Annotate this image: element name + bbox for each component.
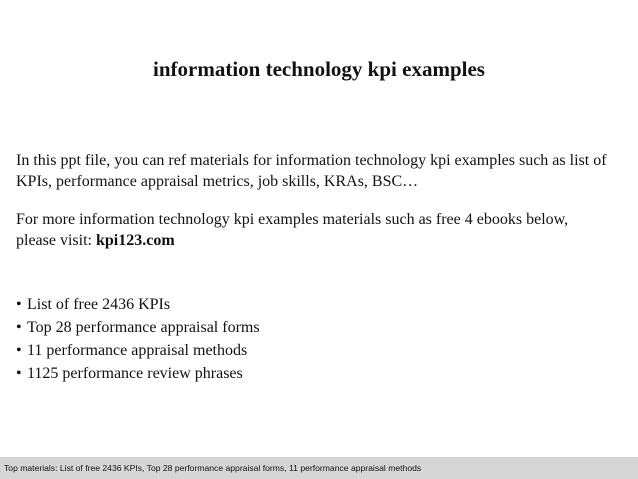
bullet-icon: • — [16, 319, 22, 336]
visit-line — [16, 230, 621, 251]
bullet-text: Top 28 performance appraisal forms — [27, 319, 260, 336]
bullet-icon: • — [16, 296, 22, 313]
bullet-item — [16, 339, 621, 362]
slide-title — [0, 56, 638, 82]
bullet-list — [16, 293, 621, 385]
more-info-text: For more information technology kpi examples materials such as free 4 ebooks below, — [16, 211, 569, 228]
visit-label: please visit: — [16, 232, 96, 249]
intro-paragraph: In this ppt file, you can ref materials for information technology kpi examples such as list of KPIs, performance appraisal metrics, job skills, KRAs, BSC… — [16, 152, 607, 190]
more-info-paragraph — [16, 209, 621, 251]
footer-bar — [0, 457, 638, 479]
bullet-item — [16, 293, 621, 316]
slide-title-text: information technology kpi examples — [153, 57, 485, 81]
bullet-icon: • — [16, 342, 22, 359]
bullet-icon: • — [16, 365, 22, 382]
bullet-text: List of free 2436 KPIs — [27, 296, 171, 313]
bullet-item — [16, 362, 621, 385]
bullet-text: 1125 performance review phrases — [27, 365, 243, 382]
bullet-text: 11 performance appraisal methods — [27, 342, 248, 359]
bullet-item — [16, 316, 621, 339]
footer-text: Top materials: List of free 2436 KPIs, Top 28 performance appraisal forms, 11 performance appraisal methods — [4, 463, 422, 473]
visit-link[interactable]: kpi123.com — [95, 232, 175, 249]
